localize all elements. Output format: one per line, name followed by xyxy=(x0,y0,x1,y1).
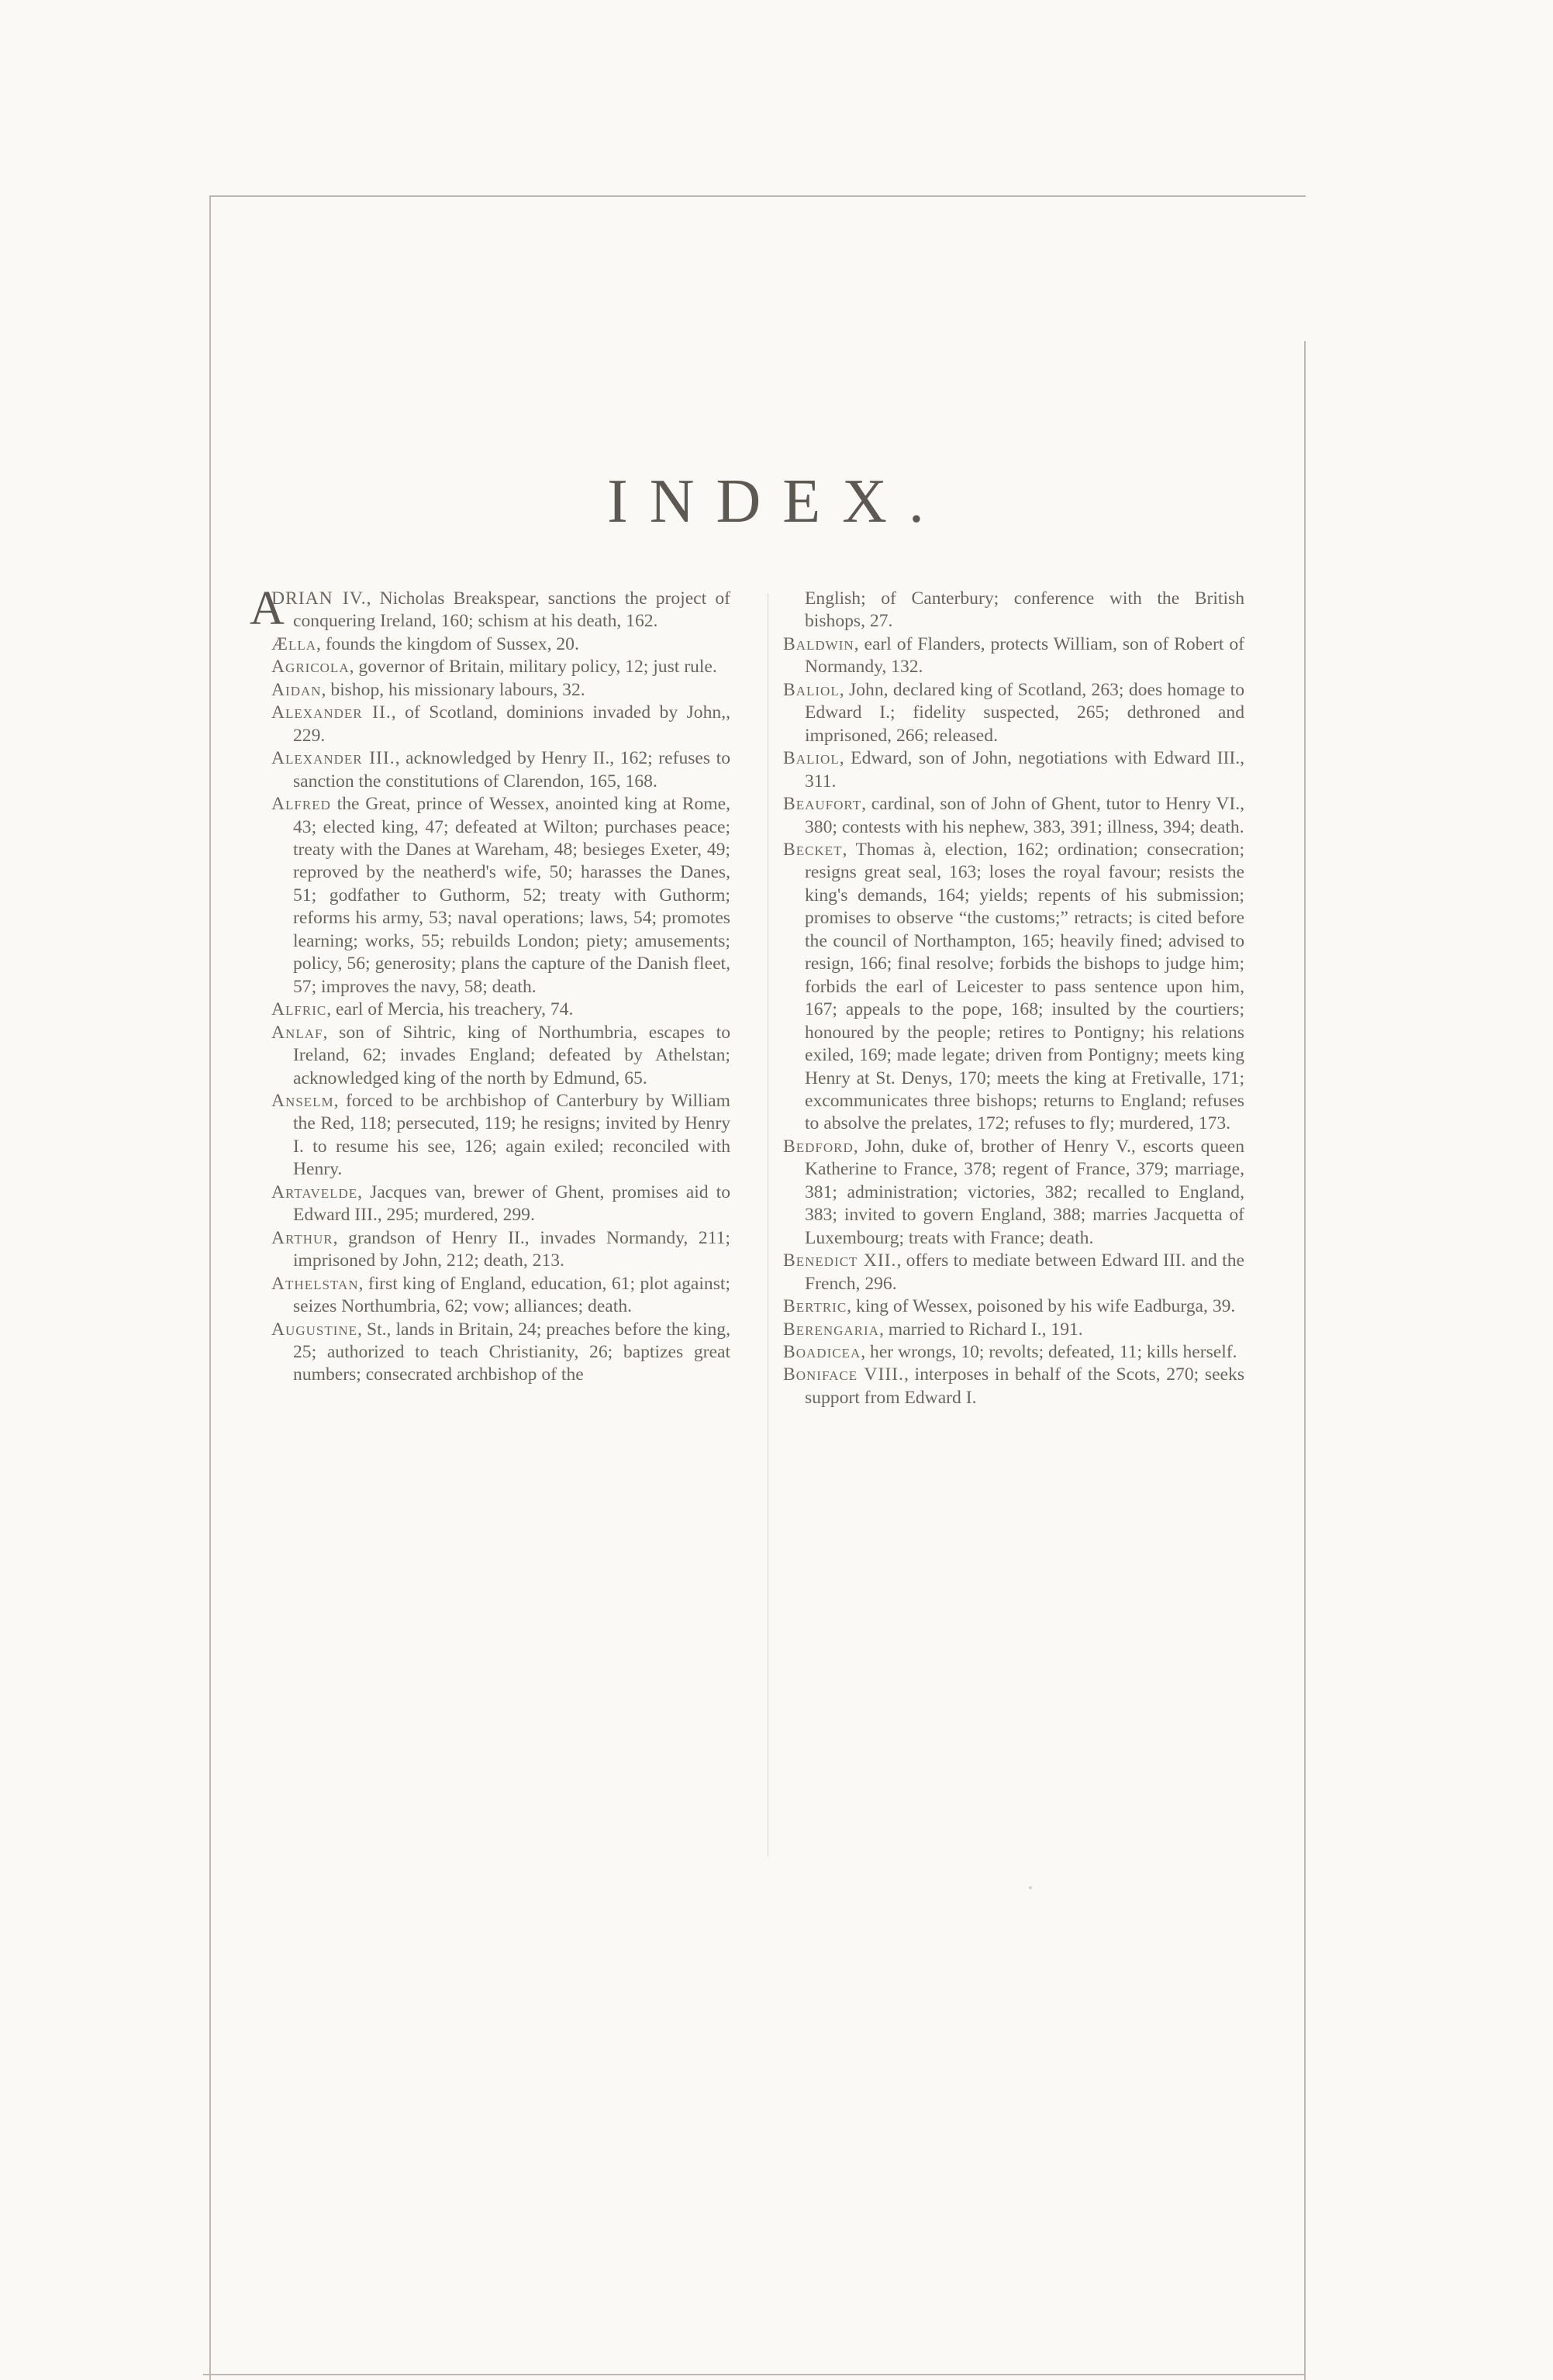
entry-text: , grandson of Henry II., invades Normandy, 211; imprisoned by John, 212; death, 213. xyxy=(293,1227,730,1271)
entry-text: , bishop, his missionary labours, 32. xyxy=(321,679,585,700)
entry-heading: Bedford xyxy=(783,1136,854,1157)
bottom-rule xyxy=(203,2374,1304,2375)
entry-heading: DRIAN IV. xyxy=(271,588,367,609)
entry-text: , king of Wessex, poisoned by his wife Eadburga, 39. xyxy=(847,1296,1236,1317)
entry-text: , forced to be archbishop of Canterbury by William the Red, 118; persecuted, 119; he resigns; invited by Henry I. to resume his see, 126; again exiled; reconciled with Henry. xyxy=(293,1090,730,1180)
index-entry xyxy=(783,793,1244,839)
entry-heading: Baliol xyxy=(783,748,840,769)
entry-heading: Anlaf xyxy=(271,1022,323,1043)
index-entry xyxy=(271,1273,730,1319)
index-entry xyxy=(271,1181,730,1227)
entry-text: , earl of Flanders, protects William, son of Robert of Normandy, 132. xyxy=(805,633,1244,678)
entry-text: , earl of Mercia, his treachery, 74. xyxy=(326,999,574,1020)
entry-heading: Augustine xyxy=(271,1319,358,1340)
entry-heading: Agricola xyxy=(271,657,350,678)
entry-text: , offers to mediate between Edward III. and the French, 296. xyxy=(805,1250,1244,1294)
paper-speck xyxy=(1029,1886,1032,1889)
index-entry xyxy=(271,1022,730,1090)
entry-heading: Boniface VIII. xyxy=(783,1364,904,1385)
index-entry xyxy=(783,1295,1244,1318)
index-entry xyxy=(271,679,730,702)
entry-text: , son of Sihtric, king of Northumbria, escapes to Ireland, 62; invades England; defeated by Athelstan; acknowledged king of the north by Edmund, 65. xyxy=(293,1022,730,1088)
entry-text: English; of Canterbury; conference with the British bishops, 27. xyxy=(805,588,1244,632)
entry-heading: Benedict XII. xyxy=(783,1250,897,1271)
entry-text: , founds the kingdom of Sussex, 20. xyxy=(316,633,579,654)
index-entry xyxy=(783,633,1244,679)
index-entry xyxy=(783,588,1244,633)
entry-heading: Bertric xyxy=(783,1296,847,1317)
entry-text: , St., lands in Britain, 24; preaches before the king, 25; authorized to teach Christianity, 26; baptizes great numbers; consecrated archbishop of the xyxy=(293,1319,730,1385)
top-rule xyxy=(209,195,1306,197)
entry-text: , Thomas à, election, 162; ordination; consecration; resigns great seal, 163; loses the royal favour; resists the king's demands, 164; yields; repents of his submission; promises to observe “the customs;” retracts; is cited before the council of Northampton, 165; heavily fined; advised to resign, 166; final resolve; forbids the bishops to judge him; forbids the earl of Leicester to pass sentence upon him, 167; appeals to the pope, 168; insulted by the courtiers; honoured by the people; retires to Pontigny; his relations exiled, 169; made legate; driven from Pontigny; meets king Henry at St. Denys, 170; meets the king at Fretivalle, 171; excommunicates three bishops; returns to England; refuses to absolve the prelates, 172; refuses to fly; murdered, 173. xyxy=(805,839,1244,1134)
page-title: INDEX. xyxy=(607,467,946,536)
entry-text: , John, declared king of Scotland, 263; does homage to Edward I.; fidelity suspected, 265; dethroned and imprisoned, 266; released. xyxy=(805,679,1244,746)
entry-heading: Beaufort xyxy=(783,794,862,815)
entry-text: , of Scotland, dominions invaded by John,, 229. xyxy=(293,702,730,746)
entry-heading: Boadicea xyxy=(783,1341,861,1362)
index-entry xyxy=(271,1319,730,1387)
entry-text: , Nicholas Breakspear, sanctions the project of conquering Ireland, 160; schism at his death, 162. xyxy=(293,588,730,632)
index-entry xyxy=(783,747,1244,793)
entry-text: , cardinal, son of John of Ghent, tutor to Henry VI., 380; contests with his nephew, 383, 391; illness, 394; death. xyxy=(805,794,1244,837)
index-column-right xyxy=(783,588,1244,1409)
index-entry xyxy=(271,793,730,999)
index-entry xyxy=(783,1364,1244,1409)
entry-heading: Baliol xyxy=(783,679,840,700)
entry-heading: Athelstan xyxy=(271,1273,359,1294)
right-rule xyxy=(1304,341,1306,2380)
index-entry xyxy=(271,633,730,656)
index-entry xyxy=(271,656,730,678)
drop-cap: A xyxy=(250,582,285,635)
entry-text: , her wrongs, 10; revolts; defeated, 11; kills herself. xyxy=(861,1341,1237,1362)
index-entry xyxy=(783,1250,1244,1295)
index-entry xyxy=(783,679,1244,747)
index-entry xyxy=(783,1319,1244,1341)
index-column-left xyxy=(250,582,730,1387)
entry-heading: Anselm xyxy=(271,1090,334,1111)
index-entry xyxy=(271,999,730,1021)
entry-heading: Alexander II. xyxy=(271,702,392,723)
index-entry xyxy=(271,1227,730,1273)
entry-heading: Arthur xyxy=(271,1227,333,1248)
index-entry xyxy=(271,702,730,747)
entry-text: , governor of Britain, military policy, 12; just rule. xyxy=(349,657,717,678)
entry-text: , interposes in behalf of the Scots, 270; seeks support from Edward I. xyxy=(805,1364,1245,1408)
index-entry xyxy=(250,582,730,635)
index-entry xyxy=(783,839,1244,1136)
entry-heading: Aidan xyxy=(271,679,322,700)
entry-heading: Artavelde xyxy=(271,1181,358,1202)
entry-heading: Becket xyxy=(783,839,843,860)
index-entry xyxy=(271,1090,730,1181)
index-entry xyxy=(783,1341,1244,1364)
entry-heading: Alfric xyxy=(271,999,327,1020)
entry-heading: Ælla xyxy=(271,633,317,654)
entry-heading: Alfred xyxy=(271,794,331,815)
index-entry xyxy=(783,1136,1244,1250)
entry-text: , John, duke of, brother of Henry V., escorts queen Katherine to France, 378; regent of France, 379; marriage, 381; administration; victories, 382; recalled to England, 383; invited to govern England, 388; marries Jacquetta of Luxembourg; treats with France; death. xyxy=(805,1136,1244,1248)
entry-text: , first king of England, education, 61; plot against; seizes Northumbria, 62; vow; alliances; death. xyxy=(293,1273,730,1317)
entry-heading: Baldwin xyxy=(783,633,854,654)
entry-text: , Edward, son of John, negotiations with Edward III., 311. xyxy=(805,748,1244,792)
entry-text: , Jacques van, brewer of Ghent, promises aid to Edward III., 295; murdered, 299. xyxy=(293,1181,730,1226)
entry-heading: Berengaria xyxy=(783,1319,879,1340)
entry-text: , married to Richard I., 191. xyxy=(878,1319,1083,1340)
entry-text: , acknowledged by Henry II., 162; refuses to sanction the constitutions of Clarendon, 165, 168. xyxy=(293,748,730,792)
entry-text: the Great, prince of Wessex, anointed king at Rome, 43; elected king, 47; defeated at Wilton; purchases peace; treaty with the Danes at Wareham, 48; besieges Exeter, 49; reproved by the neatherd's wife, 50; harasses the Danes, 51; godfather to Guthorm, 52; treaty with Guthorm; reforms his army, 53; naval operations; laws, 54; promotes learning; works, 55; rebuilds London; piety; amusements; policy, 56; generosity; plans the capture of the Danish fleet, 57; improves the navy, 58; death. xyxy=(293,794,730,997)
entry-heading: Alexander III. xyxy=(271,748,395,769)
index-entry xyxy=(271,747,730,793)
